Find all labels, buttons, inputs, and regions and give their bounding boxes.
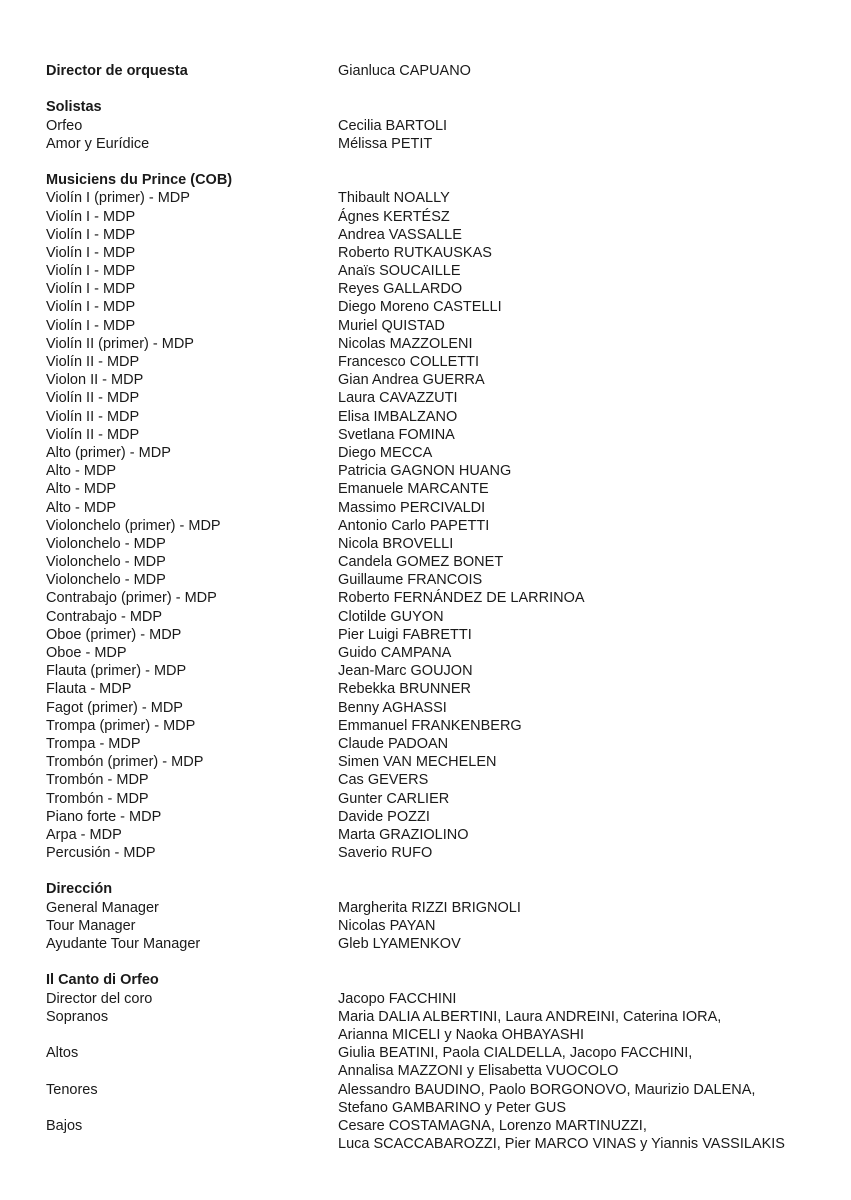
performer-name: Margherita RIZZI BRIGNOLI: [338, 899, 521, 916]
performer-name: Reyes GALLARDO: [338, 281, 463, 298]
performer-name: Antonio Carlo PAPETTI: [338, 517, 490, 534]
performer-name: Emanuele MARCANTE: [338, 481, 489, 498]
direccion-list: [46, 899, 836, 954]
list-item: [46, 1008, 836, 1044]
performer-name: Thibault NOALLY: [338, 190, 450, 207]
performer-name: Francesco COLLETTI: [338, 354, 480, 370]
role-label: Violín I - MDP: [46, 226, 136, 243]
role-label: Violín II - MDP: [46, 426, 140, 443]
performer-name: [338, 1117, 836, 1153]
role-label: Violín II (primer) - MDP: [46, 335, 194, 352]
performer-name: Gian Andrea GUERRA: [338, 372, 485, 389]
list-item: [46, 517, 836, 535]
role-label: Violonchelo - MDP: [46, 535, 166, 552]
role-label: Bajos: [46, 1117, 83, 1134]
role-label: Contrabajo (primer) - MDP: [46, 590, 217, 607]
list-item: [46, 771, 836, 789]
performer-name: Benny AGHASSI: [338, 699, 447, 716]
musiciens-list: [46, 189, 836, 862]
role-label: Flauta - MDP: [46, 681, 132, 698]
role-label: Violín I - MDP: [46, 263, 136, 280]
director-name: Gianluca CAPUANO: [338, 63, 471, 79]
performer-name: Svetlana FOMINA: [338, 426, 455, 443]
performer-name: Roberto RUTKAUSKAS: [338, 244, 492, 261]
performer-name: Gunter CARLIER: [338, 790, 450, 807]
performer-name-line: Maria DALIA ALBERTINI, Laura ANDREINI, Caterina IORA,: [338, 1008, 722, 1025]
role-label: Tour Manager: [46, 917, 136, 934]
performer-name: [338, 1008, 836, 1044]
list-item: [46, 262, 836, 280]
performer-name: Ágnes KERTÉSZ: [338, 208, 450, 225]
performer-name-line: Annalisa MAZZONI y Elisabetta VUOCOLO: [338, 1063, 619, 1080]
list-item: [46, 608, 836, 626]
list-item: [46, 371, 836, 389]
performer-name: Mélissa PETIT: [338, 135, 433, 152]
performer-name: Muriel QUISTAD: [338, 317, 445, 334]
role-label: Alto - MDP: [46, 481, 117, 498]
list-item: [46, 735, 836, 753]
section-heading-direccion: Dirección: [46, 881, 113, 898]
performer-name: Massimo PERCIVALDI: [338, 499, 486, 516]
list-item: [46, 699, 836, 717]
performer-name: Marta GRAZIOLINO: [338, 826, 469, 843]
section-heading-musiciens: Musiciens du Prince (COB): [46, 172, 233, 189]
performer-name: Rebekka BRUNNER: [338, 681, 471, 698]
performer-name: Jean-Marc GOUJON: [338, 663, 473, 680]
list-item: [46, 899, 836, 917]
performer-name-line: Giulia BEATINI, Paola CIALDELLA, Jacopo FACCHINI,: [338, 1045, 693, 1062]
role-label: Trombón (primer) - MDP: [46, 754, 204, 771]
performer-name-line: Stefano GAMBARINO y Peter GUS: [338, 1099, 567, 1116]
list-item: [46, 408, 836, 426]
role-label: Piano forte - MDP: [46, 808, 162, 825]
performer-name: Cas GEVERS: [338, 772, 429, 789]
performer-name: Nicola BROVELLI: [338, 535, 454, 552]
section-direccion: [46, 880, 836, 953]
role-label: Altos: [46, 1045, 79, 1062]
section-canto: [46, 971, 836, 1153]
list-item: [46, 135, 836, 153]
list-item: [46, 480, 836, 498]
list-item: [46, 226, 836, 244]
role-label: Tenores: [46, 1081, 98, 1098]
role-label: Violín I (primer) - MDP: [46, 190, 190, 207]
role-label: Violín I - MDP: [46, 317, 136, 334]
section-solistas: [46, 98, 836, 153]
performer-name: Guido CAMPANA: [338, 645, 452, 661]
director-row: [46, 62, 836, 80]
list-item: [46, 389, 836, 407]
role-label: Violín I - MDP: [46, 299, 136, 316]
role-label: General Manager: [46, 899, 159, 916]
performer-name: [338, 990, 836, 1008]
list-item: [46, 990, 836, 1008]
performer-name: [338, 1081, 836, 1117]
role-label: Alto (primer) - MDP: [46, 444, 171, 461]
role-label: Violonchelo - MDP: [46, 554, 166, 571]
role-label: Trombón - MDP: [46, 772, 149, 789]
list-item: [46, 589, 836, 607]
list-item: [46, 571, 836, 589]
list-item: [46, 335, 836, 353]
role-label: Arpa - MDP: [46, 826, 122, 843]
performer-name: Cecilia BARTOLI: [338, 117, 448, 134]
list-item: [46, 208, 836, 226]
section-heading-canto: Il Canto di Orfeo: [46, 972, 159, 989]
role-label: Sopranos: [46, 1008, 109, 1025]
list-item: [46, 753, 836, 771]
performer-name: Candela GOMEZ BONET: [338, 554, 504, 571]
list-item: [46, 244, 836, 262]
role-label: Violín II - MDP: [46, 390, 140, 407]
list-item: [46, 917, 836, 935]
list-item: [46, 626, 836, 644]
list-item: [46, 444, 836, 462]
performer-name-line: Cesare COSTAMAGNA, Lorenzo MARTINUZZI,: [338, 1117, 647, 1134]
performer-name-line: Alessandro BAUDINO, Paolo BORGONOVO, Maurizio DALENA,: [338, 1081, 756, 1098]
role-label: Alto - MDP: [46, 463, 117, 480]
role-label: Percusión - MDP: [46, 845, 156, 862]
performer-name: Davide POZZI: [338, 808, 430, 825]
performer-name: Saverio RUFO: [338, 845, 433, 862]
role-label: Contrabajo - MDP: [46, 608, 163, 625]
performer-name: Anaïs SOUCAILLE: [338, 263, 461, 280]
performer-name: Laura CAVAZZUTI: [338, 390, 458, 407]
performer-name-line: Jacopo FACCHINI: [338, 990, 457, 1007]
list-item: [46, 844, 836, 862]
list-item: [46, 189, 836, 207]
section-director: [46, 62, 836, 80]
list-item: [46, 808, 836, 826]
role-label: Oboe (primer) - MDP: [46, 626, 182, 643]
list-item: [46, 499, 836, 517]
performer-name: [338, 1044, 836, 1080]
section-heading-solistas: Solistas: [46, 99, 102, 116]
list-item: [46, 717, 836, 735]
list-item: [46, 790, 836, 808]
performer-name: Claude PADOAN: [338, 735, 449, 752]
section-musiciens: [46, 171, 836, 862]
list-item: [46, 644, 836, 662]
performer-name: Patricia GAGNON HUANG: [338, 463, 512, 480]
canto-list: [46, 990, 836, 1154]
role-label: Violín I - MDP: [46, 244, 136, 261]
list-item: [46, 935, 836, 953]
list-item: [46, 826, 836, 844]
role-label: Violonchelo - MDP: [46, 572, 166, 589]
performer-name: Nicolas MAZZOLENI: [338, 335, 473, 352]
list-item: [46, 680, 836, 698]
performer-name: Nicolas PAYAN: [338, 917, 436, 934]
list-item: [46, 1117, 836, 1153]
performer-name: Emmanuel FRANKENBERG: [338, 717, 522, 734]
list-item: [46, 298, 836, 316]
performer-name: Diego Moreno CASTELLI: [338, 299, 502, 316]
solistas-list: [46, 117, 836, 153]
role-label: Trompa (primer) - MDP: [46, 717, 196, 734]
role-label: Violonchelo (primer) - MDP: [46, 517, 221, 534]
performer-name: Clotilde GUYON: [338, 608, 444, 625]
list-item: [46, 280, 836, 298]
role-label: Violín II - MDP: [46, 408, 140, 425]
role-label: Violín II - MDP: [46, 354, 140, 370]
performer-name: Gleb LYAMENKOV: [338, 936, 461, 952]
cast-document: [46, 62, 836, 1171]
list-item: [46, 317, 836, 335]
role-label: Trompa - MDP: [46, 735, 141, 752]
list-item: [46, 353, 836, 371]
role-label: Oboe - MDP: [46, 645, 127, 661]
role-label: Amor y Eurídice: [46, 135, 150, 152]
director-role: Director de orquesta: [46, 63, 188, 79]
role-label: Flauta (primer) - MDP: [46, 663, 187, 680]
performer-name: Roberto FERNÁNDEZ DE LARRINOA: [338, 590, 585, 607]
role-label: Violín I - MDP: [46, 208, 136, 225]
role-label: Fagot (primer) - MDP: [46, 699, 183, 716]
performer-name: Andrea VASSALLE: [338, 226, 462, 243]
list-item: [46, 553, 836, 571]
performer-name: Diego MECCA: [338, 444, 433, 461]
performer-name: Elisa IMBALZANO: [338, 408, 458, 425]
list-item: [46, 426, 836, 444]
role-label: Trombón - MDP: [46, 790, 149, 807]
performer-name: Pier Luigi FABRETTI: [338, 626, 472, 643]
performer-name-line: Arianna MICELI y Naoka OHBAYASHI: [338, 1026, 585, 1043]
list-item: [46, 462, 836, 480]
performer-name: Simen VAN MECHELEN: [338, 754, 497, 771]
list-item: [46, 535, 836, 553]
performer-name: Guillaume FRANCOIS: [338, 572, 483, 589]
role-label: Violín I - MDP: [46, 281, 136, 298]
role-label: Violon II - MDP: [46, 372, 144, 389]
list-item: [46, 1044, 836, 1080]
role-label: Orfeo: [46, 117, 83, 134]
role-label: Alto - MDP: [46, 499, 117, 516]
role-label: Ayudante Tour Manager: [46, 936, 201, 952]
list-item: [46, 117, 836, 135]
performer-name-line: Luca SCACCABAROZZI, Pier MARCO VINAS y Yiannis VASSILAKIS: [338, 1136, 785, 1153]
role-label: Director del coro: [46, 990, 153, 1007]
list-item: [46, 662, 836, 680]
list-item: [46, 1081, 836, 1117]
